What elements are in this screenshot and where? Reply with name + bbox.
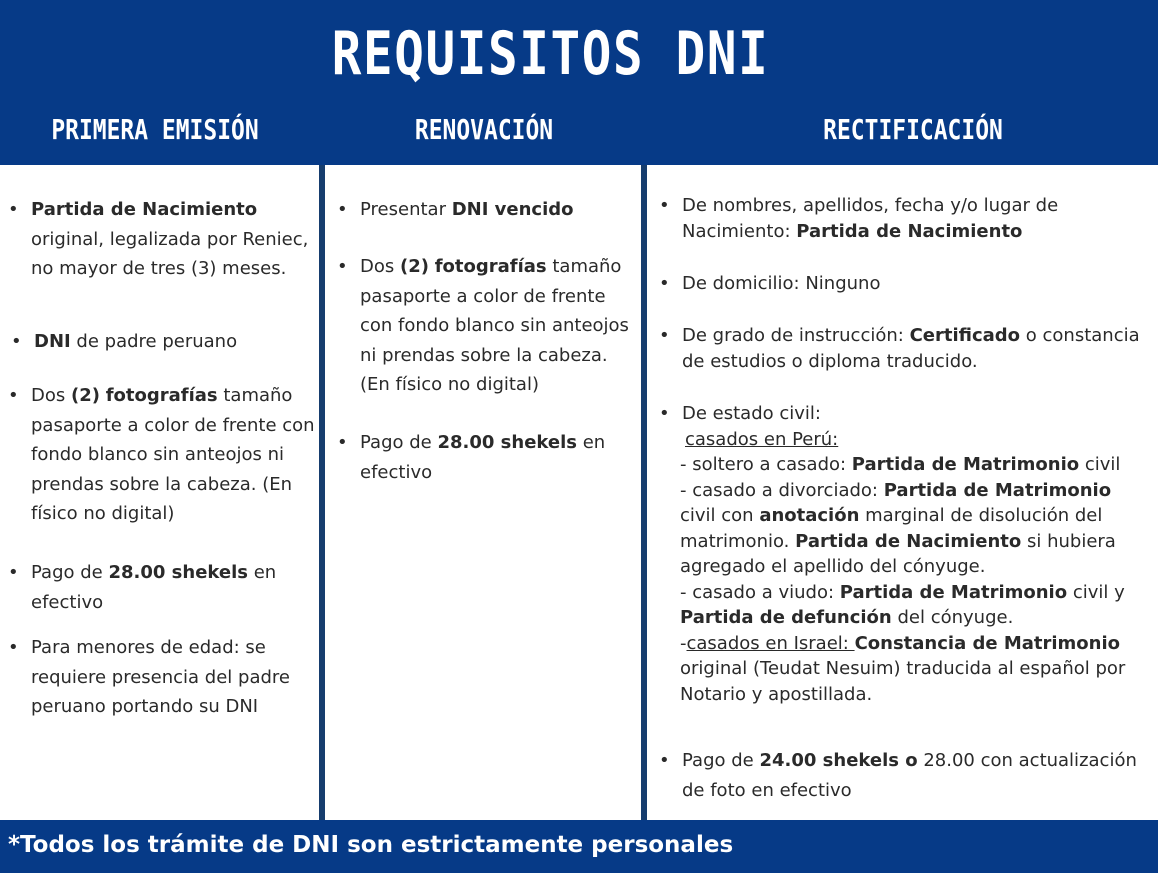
- list-item: • Pago de 28.00 shekels en efectivo: [31, 558, 321, 633]
- rectificacion-list: [659, 193, 1152, 805]
- column-header-renovacion: RENOVACIÓN: [414, 113, 554, 146]
- bullet-icon: •: [659, 750, 670, 771]
- list-item: • Presentar DNI vencido: [360, 195, 635, 252]
- civil-status-line: - casado a viudo: Partida de Matrimonio civil y Partida de defunción del cónyuge.: [680, 581, 1125, 628]
- renovacion-list: [337, 195, 635, 487]
- column-header-primera-emision: PRIMERA EMISIÓN: [51, 113, 259, 146]
- bullet-icon: •: [8, 637, 19, 658]
- column-divider: [641, 165, 647, 820]
- footer-note: *Todos los trámite de DNI son estrictamente personales: [0, 820, 1158, 873]
- bullet-icon: •: [659, 403, 670, 424]
- column-header-rectificacion: RECTIFICACIÓN: [823, 113, 1003, 146]
- primera-emision-list: [8, 195, 321, 722]
- bullet-icon: •: [659, 195, 670, 216]
- page-title: REQUISITOS DNI: [331, 19, 770, 89]
- civil-status-line: -casados en Israel: Constancia de Matrimonio original (Teudat Nesuim) traducida al español por Notario y apostillada.: [680, 632, 1126, 705]
- civil-status-line: - casado a divorciado: Partida de Matrimonio civil con anotación marginal de disolución del matrimonio. Partida de Nacimiento si hubiera agregado el apellido del cónyuge.: [680, 479, 1116, 577]
- list-item: • Pago de 28.00 shekels en efectivo: [360, 428, 635, 487]
- list-item: • De estado civil: casados en Perú: - soltero a casado: Partida de Matrimonio civil - casado a divorciado: Partida de Matrimonio civil con anotación marginal de disolución del matrimonio. Partida de Nacimiento si hubiera agregado el apellido del cónyuge. - casado a viudo: Partida de Matrimonio civil y Partida de defunción del cónyuge. -casados en Israel: Constancia de Matrimonio original (Teudat Nesuim) traducida al español por Notario y apostillada.: [682, 401, 1152, 746]
- bullet-icon: •: [11, 331, 22, 352]
- bullet-icon: •: [337, 199, 348, 220]
- list-item: • Pago de 24.00 shekels o 28.00 con actualización de foto en efectivo: [682, 746, 1152, 805]
- bullet-icon: •: [8, 199, 19, 220]
- list-item: • De nombres, apellidos, fecha y/o lugar de Nacimiento: Partida de Nacimiento: [659, 195, 1059, 242]
- list-item: • Dos (2) fotografías tamaño pasaporte a color de frente con fondo blanco sin anteojos ni prendas sobre la cabeza. (En físico no digital): [360, 252, 635, 428]
- bullet-icon: •: [659, 325, 670, 346]
- list-item: • DNI de padre peruano: [34, 327, 324, 381]
- header-banner: [0, 0, 1158, 165]
- list-item: • Dos (2) fotografías tamaño pasaporte a color de frente con fondo blanco sin anteojos ni prendas sobre la cabeza. (En físico no digital): [31, 381, 321, 558]
- list-item: • Partida de Nacimiento original, legalizada por Reniec, no mayor de tres (3) meses.: [31, 195, 321, 327]
- list-item: • Para menores de edad: se requiere presencia del padre peruano portando su DNI: [31, 633, 321, 722]
- bullet-icon: •: [659, 273, 670, 294]
- list-item: • De domicilio: Ninguno: [682, 271, 1152, 323]
- bullet-icon: •: [337, 256, 348, 277]
- civil-status-line: - soltero a casado: Partida de Matrimonio civil: [680, 454, 1121, 475]
- bullet-icon: •: [337, 432, 348, 453]
- list-item: • De grado de instrucción: Certificado o constancia de estudios o diploma traducido.: [659, 325, 1140, 372]
- bullet-icon: •: [8, 562, 19, 583]
- bullet-icon: •: [8, 385, 19, 406]
